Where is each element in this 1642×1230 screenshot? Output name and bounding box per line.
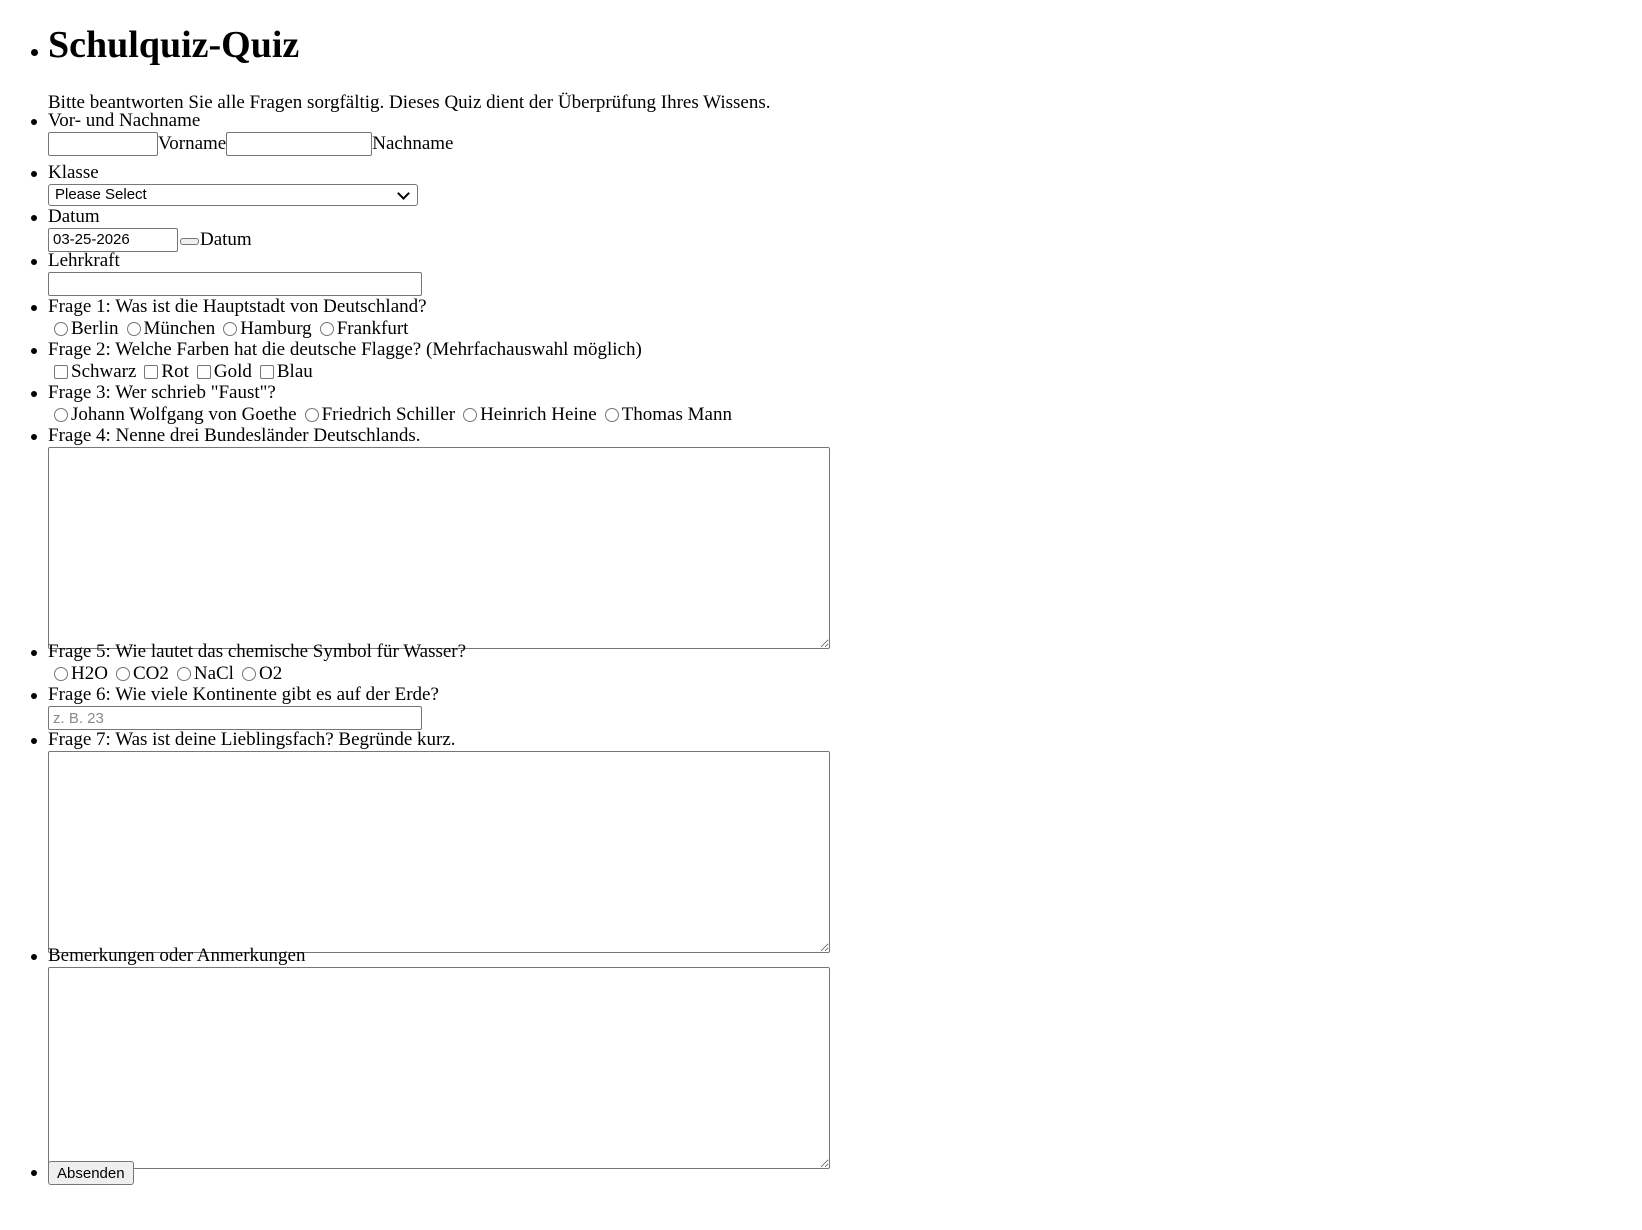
option-label: Gold: [213, 361, 252, 382]
radio-nacl[interactable]: [177, 667, 191, 681]
question-5-item: [48, 641, 466, 685]
question-2-item: [48, 339, 642, 383]
option-label: München: [143, 318, 216, 339]
intro-text: Bitte beantworten Sie alle Fragen sorgfältig. Dieses Quiz dient der Überprüfung Ihres Wissens.: [48, 92, 771, 113]
name-row: [48, 132, 453, 156]
question-2-options: [48, 361, 642, 383]
option-label: O2: [258, 663, 283, 684]
radio-muenchen[interactable]: [127, 322, 141, 336]
question-6-item: [48, 684, 439, 730]
header-item: [48, 22, 770, 114]
question-7-item: [48, 729, 830, 953]
radio-mann[interactable]: [605, 408, 619, 422]
option-label: H2O: [71, 663, 108, 684]
question-1-label: Frage 1: Was ist die Hauptstadt von Deutschland?: [48, 296, 427, 317]
option-label: Schwarz: [71, 361, 137, 382]
date-value: 03-25-2026: [53, 231, 130, 248]
option-label: Blau: [276, 361, 313, 382]
datum-row: [48, 228, 252, 252]
option-label: NaCl: [193, 663, 234, 684]
klasse-item: [48, 162, 418, 206]
question-3-item: [48, 382, 734, 426]
chevron-down-icon: [397, 187, 410, 200]
klasse-selected-value: Please Select: [55, 186, 147, 203]
submit-button[interactable]: Absenden: [48, 1161, 134, 1185]
remarks-textarea[interactable]: [48, 967, 830, 1169]
question-5-options: [48, 663, 466, 685]
question-4-label: Frage 4: Nenne drei Bundesländer Deutschlands.: [48, 425, 421, 446]
radio-heine[interactable]: [463, 408, 477, 422]
lehrkraft-label: Lehrkraft: [48, 250, 120, 271]
option-label: CO2: [132, 663, 169, 684]
checkbox-gold[interactable]: [197, 365, 211, 379]
remarks-label: Bemerkungen oder Anmerkungen: [48, 945, 306, 966]
question-4-item: [48, 425, 830, 649]
question-6-label: Frage 6: Wie viele Kontinente gibt es auf der Erde?: [48, 684, 439, 705]
question-3-options: [48, 404, 734, 426]
radio-hamburg[interactable]: [223, 322, 237, 336]
klasse-select[interactable]: [48, 184, 418, 206]
name-label: Vor- und Nachname: [48, 110, 201, 131]
lehrkraft-input[interactable]: [48, 272, 422, 296]
checkbox-rot[interactable]: [144, 365, 158, 379]
radio-o2[interactable]: [242, 667, 256, 681]
remarks-item: [48, 945, 830, 1169]
question-4-textarea[interactable]: [48, 447, 830, 649]
first-name-sublabel: Vorname: [158, 133, 227, 154]
option-label: Heinrich Heine: [480, 404, 597, 425]
page-title: Schulquiz-Quiz: [48, 24, 300, 66]
submit-item: [48, 1161, 134, 1185]
option-label: Berlin: [71, 318, 119, 339]
option-label: Frankfurt: [336, 318, 409, 339]
date-input[interactable]: [48, 228, 178, 252]
radio-goethe[interactable]: [54, 408, 68, 422]
name-item: [48, 110, 453, 156]
question-5-label: Frage 5: Wie lautet das chemische Symbol für Wasser?: [48, 641, 467, 662]
question-7-label: Frage 7: Was ist deine Lieblingsfach? Begründe kurz.: [48, 729, 456, 750]
question-7-textarea[interactable]: [48, 751, 830, 953]
radio-frankfurt[interactable]: [320, 322, 334, 336]
lehrkraft-item: [48, 250, 422, 296]
option-label: Johann Wolfgang von Goethe: [71, 404, 297, 425]
first-name-input[interactable]: [48, 132, 158, 156]
checkbox-schwarz[interactable]: [54, 365, 68, 379]
option-label: Friedrich Schiller: [321, 404, 456, 425]
option-label: Thomas Mann: [621, 404, 732, 425]
radio-schiller[interactable]: [305, 408, 319, 422]
checkbox-blau[interactable]: [260, 365, 274, 379]
radio-co2[interactable]: [116, 667, 130, 681]
question-6-input[interactable]: [48, 706, 422, 730]
question-3-label: Frage 3: Wer schrieb "Faust"?: [48, 382, 276, 403]
radio-h2o[interactable]: [54, 667, 68, 681]
question-2-label: Frage 2: Welche Farben hat die deutsche Flagge? (Mehrfachauswahl möglich): [48, 339, 642, 360]
last-name-input[interactable]: [226, 132, 372, 156]
last-name-sublabel: Nachname: [372, 133, 454, 154]
question-1-options: [48, 318, 427, 340]
klasse-label: Klasse: [48, 162, 99, 183]
radio-berlin[interactable]: [54, 322, 68, 336]
datum-item: [48, 206, 252, 252]
calendar-button[interactable]: [180, 238, 199, 245]
option-label: Rot: [161, 361, 189, 382]
datum-sublabel: Datum: [200, 229, 252, 250]
question-1-item: [48, 296, 427, 340]
datum-label: Datum: [48, 206, 100, 227]
option-label: Hamburg: [240, 318, 312, 339]
